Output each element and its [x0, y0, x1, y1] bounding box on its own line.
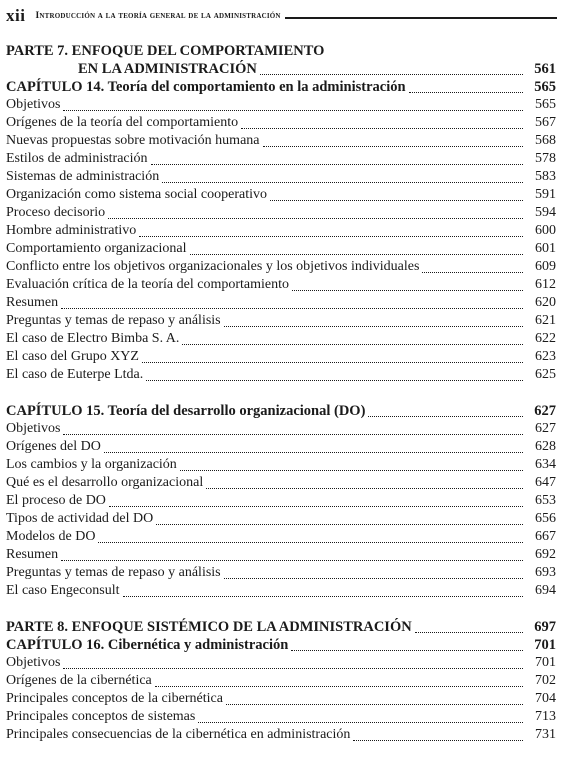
toc-entry-title: Conflicto entre los objetivos organizacionales y los objetivos individuales: [6, 259, 420, 274]
toc-entry[interactable]: [6, 312, 556, 330]
dot-leader: [224, 574, 523, 579]
toc-entry-page: 609: [535, 259, 556, 274]
toc-entry-page: 627: [534, 403, 556, 419]
toc-entry[interactable]: [6, 492, 556, 510]
toc-entry[interactable]: [6, 654, 556, 672]
toc-entry-page: 561: [534, 61, 556, 77]
toc-entry-page: 656: [535, 511, 556, 526]
toc-entry-title: Objetivos: [6, 421, 61, 436]
toc-entry-title: Comportamiento organizacional: [6, 241, 187, 256]
toc-entry-title: CAPÍTULO 16. Cibernética y administración: [6, 637, 289, 653]
header-rule: [285, 17, 557, 19]
toc-entry-page: 583: [535, 169, 556, 184]
section-gap: [6, 600, 556, 618]
toc-entry-page: 591: [535, 187, 556, 202]
toc-entry[interactable]: [6, 132, 556, 150]
toc-entry[interactable]: [6, 528, 556, 546]
dot-leader: [270, 196, 523, 201]
toc-entry-title: Objetivos: [6, 655, 61, 670]
toc-entry-page: 647: [535, 475, 556, 490]
toc-entry-title: Los cambios y la organización: [6, 457, 177, 472]
toc-entry-title: PARTE 8. ENFOQUE SISTÉMICO DE LA ADMINISTRACIÓN: [6, 619, 412, 635]
toc-entry-page: 713: [535, 709, 556, 724]
toc-entry[interactable]: [6, 564, 556, 582]
toc-entry-title: CAPÍTULO 15. Teoría del desarrollo organizacional (DO): [6, 403, 366, 419]
toc-entry-page: 653: [535, 493, 556, 508]
toc-entry-title: CAPÍTULO 14. Teoría del comportamiento en la administración: [6, 79, 406, 95]
toc-entry[interactable]: [6, 240, 556, 258]
toc-entry[interactable]: [6, 474, 556, 492]
toc-entry-page: 701: [534, 637, 556, 653]
toc-entry[interactable]: [6, 618, 556, 636]
toc-entry-page: 622: [535, 331, 556, 346]
toc-entry-title: Resumen: [6, 547, 59, 562]
toc-entry-title: Qué es el desarrollo organizacional: [6, 475, 204, 490]
toc-entry-page: 704: [535, 691, 556, 706]
toc-entry[interactable]: [6, 546, 556, 564]
dot-leader: [61, 556, 523, 561]
dot-leader: [151, 160, 523, 165]
toc-entry-title: Evaluación crítica de la teoría del comportamiento: [6, 277, 289, 292]
toc-entry-title: Principales conceptos de sistemas: [6, 709, 196, 724]
toc-entry[interactable]: [6, 582, 556, 600]
dot-leader: [61, 304, 523, 309]
toc-entry-page: 600: [535, 223, 556, 238]
toc-entry-title: Objetivos: [6, 97, 61, 112]
toc-entry-page: 620: [535, 295, 556, 310]
toc-entry-title: Estilos de administración: [6, 151, 148, 166]
dot-leader: [123, 592, 523, 597]
toc-entry[interactable]: [6, 168, 556, 186]
toc-entry[interactable]: [6, 366, 556, 384]
dot-leader: [162, 178, 523, 183]
toc-entry-title: Resumen: [6, 295, 59, 310]
dot-leader: [206, 484, 523, 489]
toc-entry-page: 578: [535, 151, 556, 166]
toc-entry-title: PARTE 7. ENFOQUE DEL COMPORTAMIENTO: [6, 43, 325, 59]
toc-entry-title: El proceso de DO: [6, 493, 106, 508]
toc-entry-title: Sistemas de administración: [6, 169, 160, 184]
toc-entry-page: 694: [535, 583, 556, 598]
dot-leader: [422, 268, 523, 273]
toc-entry-page: 702: [535, 673, 556, 688]
toc-entry-page: 693: [535, 565, 556, 580]
toc-entry-page: 565: [535, 97, 556, 112]
dot-leader: [226, 700, 523, 705]
dot-leader: [353, 736, 523, 741]
toc-entry[interactable]: [6, 348, 556, 366]
dot-leader: [146, 376, 523, 381]
dot-leader: [198, 718, 523, 723]
toc-entry-title: Organización como sistema social cooperativo: [6, 187, 267, 202]
dot-leader: [368, 412, 523, 417]
toc-entry-page: 567: [535, 115, 556, 130]
dot-leader: [291, 646, 523, 651]
dot-leader: [63, 106, 523, 111]
dot-leader: [104, 448, 523, 453]
toc-entry-title: Orígenes del DO: [6, 439, 101, 454]
dot-leader: [409, 88, 523, 93]
toc-entry-page: 627: [535, 421, 556, 436]
toc-entry-page: 594: [535, 205, 556, 220]
toc-entry-title: Orígenes de la teoría del comportamiento: [6, 115, 239, 130]
toc-entry-page: 565: [534, 79, 556, 95]
toc-entry-page: 628: [535, 439, 556, 454]
toc-entry-title: El caso de Electro Bimba S. A.: [6, 331, 180, 346]
dot-leader: [156, 520, 523, 525]
toc-entry[interactable]: [6, 114, 556, 132]
dot-leader: [182, 340, 523, 345]
toc-entry-page: 697: [534, 619, 556, 635]
dot-leader: [63, 664, 523, 669]
toc-entry[interactable]: [6, 258, 556, 276]
dot-leader: [180, 466, 523, 471]
toc-entry-page: 601: [535, 241, 556, 256]
toc-entry-title: El caso del Grupo XYZ: [6, 349, 139, 364]
dot-leader: [260, 70, 523, 75]
toc-entry-title: Tipos de actividad del DO: [6, 511, 154, 526]
toc-entry[interactable]: [6, 42, 556, 60]
toc-entry-title: Modelos de DO: [6, 529, 96, 544]
toc-entry[interactable]: [6, 726, 556, 744]
toc-entry[interactable]: [6, 708, 556, 726]
toc-entry-title: El caso de Euterpe Ltda.: [6, 367, 144, 382]
toc-entry[interactable]: [6, 672, 556, 690]
toc-entry-page: 692: [535, 547, 556, 562]
toc-entry-page: 701: [535, 655, 556, 670]
toc-entry-title: Nuevas propuestas sobre motivación humana: [6, 133, 260, 148]
dot-leader: [190, 250, 523, 255]
toc-entry-page: 623: [535, 349, 556, 364]
dot-leader: [224, 322, 523, 327]
dot-leader: [139, 232, 523, 237]
dot-leader: [415, 628, 523, 633]
dot-leader: [263, 142, 524, 147]
toc-entry-page: 634: [535, 457, 556, 472]
toc-entry-title: Hombre administrativo: [6, 223, 137, 238]
toc-entry[interactable]: [6, 420, 556, 438]
dot-leader: [63, 430, 523, 435]
toc-entry[interactable]: [6, 150, 556, 168]
toc-entry[interactable]: [6, 636, 556, 654]
toc-entry-page: 731: [535, 727, 556, 742]
toc-entry[interactable]: [6, 222, 556, 240]
dot-leader: [142, 358, 523, 363]
toc-entry-title: Orígenes de la cibernética: [6, 673, 152, 688]
toc-entry-title: Principales consecuencias de la cibernética en administración: [6, 727, 351, 742]
page-number: xii: [6, 6, 26, 25]
toc-entry-page: 621: [535, 313, 556, 328]
toc-entry-page: 625: [535, 367, 556, 382]
table-of-contents: [6, 42, 556, 744]
toc-entry[interactable]: [6, 438, 556, 456]
toc-entry-title: Principales conceptos de la cibernética: [6, 691, 223, 706]
section-gap: [6, 384, 556, 402]
running-title: Introducción a la teoría general de la administración: [35, 11, 281, 21]
toc-entry[interactable]: [6, 96, 556, 114]
toc-entry-page: 612: [535, 277, 556, 292]
toc-entry-title: Preguntas y temas de repaso y análisis: [6, 313, 221, 328]
toc-entry[interactable]: [6, 186, 556, 204]
toc-entry-title: El caso Engeconsult: [6, 583, 120, 598]
toc-entry[interactable]: [6, 294, 556, 312]
toc-entry[interactable]: [6, 204, 556, 222]
dot-leader: [108, 214, 523, 219]
toc-entry-page: 667: [535, 529, 556, 544]
toc-entry-page: 568: [535, 133, 556, 148]
toc-entry[interactable]: [6, 456, 556, 474]
running-header: [6, 4, 557, 28]
toc-entry[interactable]: [6, 276, 556, 294]
dot-leader: [241, 124, 523, 129]
dot-leader: [292, 286, 523, 291]
toc-entry[interactable]: [6, 402, 556, 420]
toc-entry[interactable]: [6, 690, 556, 708]
toc-entry[interactable]: [6, 78, 556, 96]
toc-entry[interactable]: [6, 330, 556, 348]
dot-leader: [155, 682, 523, 687]
toc-entry[interactable]: [6, 60, 556, 78]
toc-entry-title: Preguntas y temas de repaso y análisis: [6, 565, 221, 580]
toc-entry-title: Proceso decisorio: [6, 205, 106, 220]
dot-leader: [109, 502, 523, 507]
toc-entry[interactable]: [6, 510, 556, 528]
dot-leader: [98, 538, 523, 543]
toc-entry-title: EN LA ADMINISTRACIÓN: [78, 61, 257, 77]
